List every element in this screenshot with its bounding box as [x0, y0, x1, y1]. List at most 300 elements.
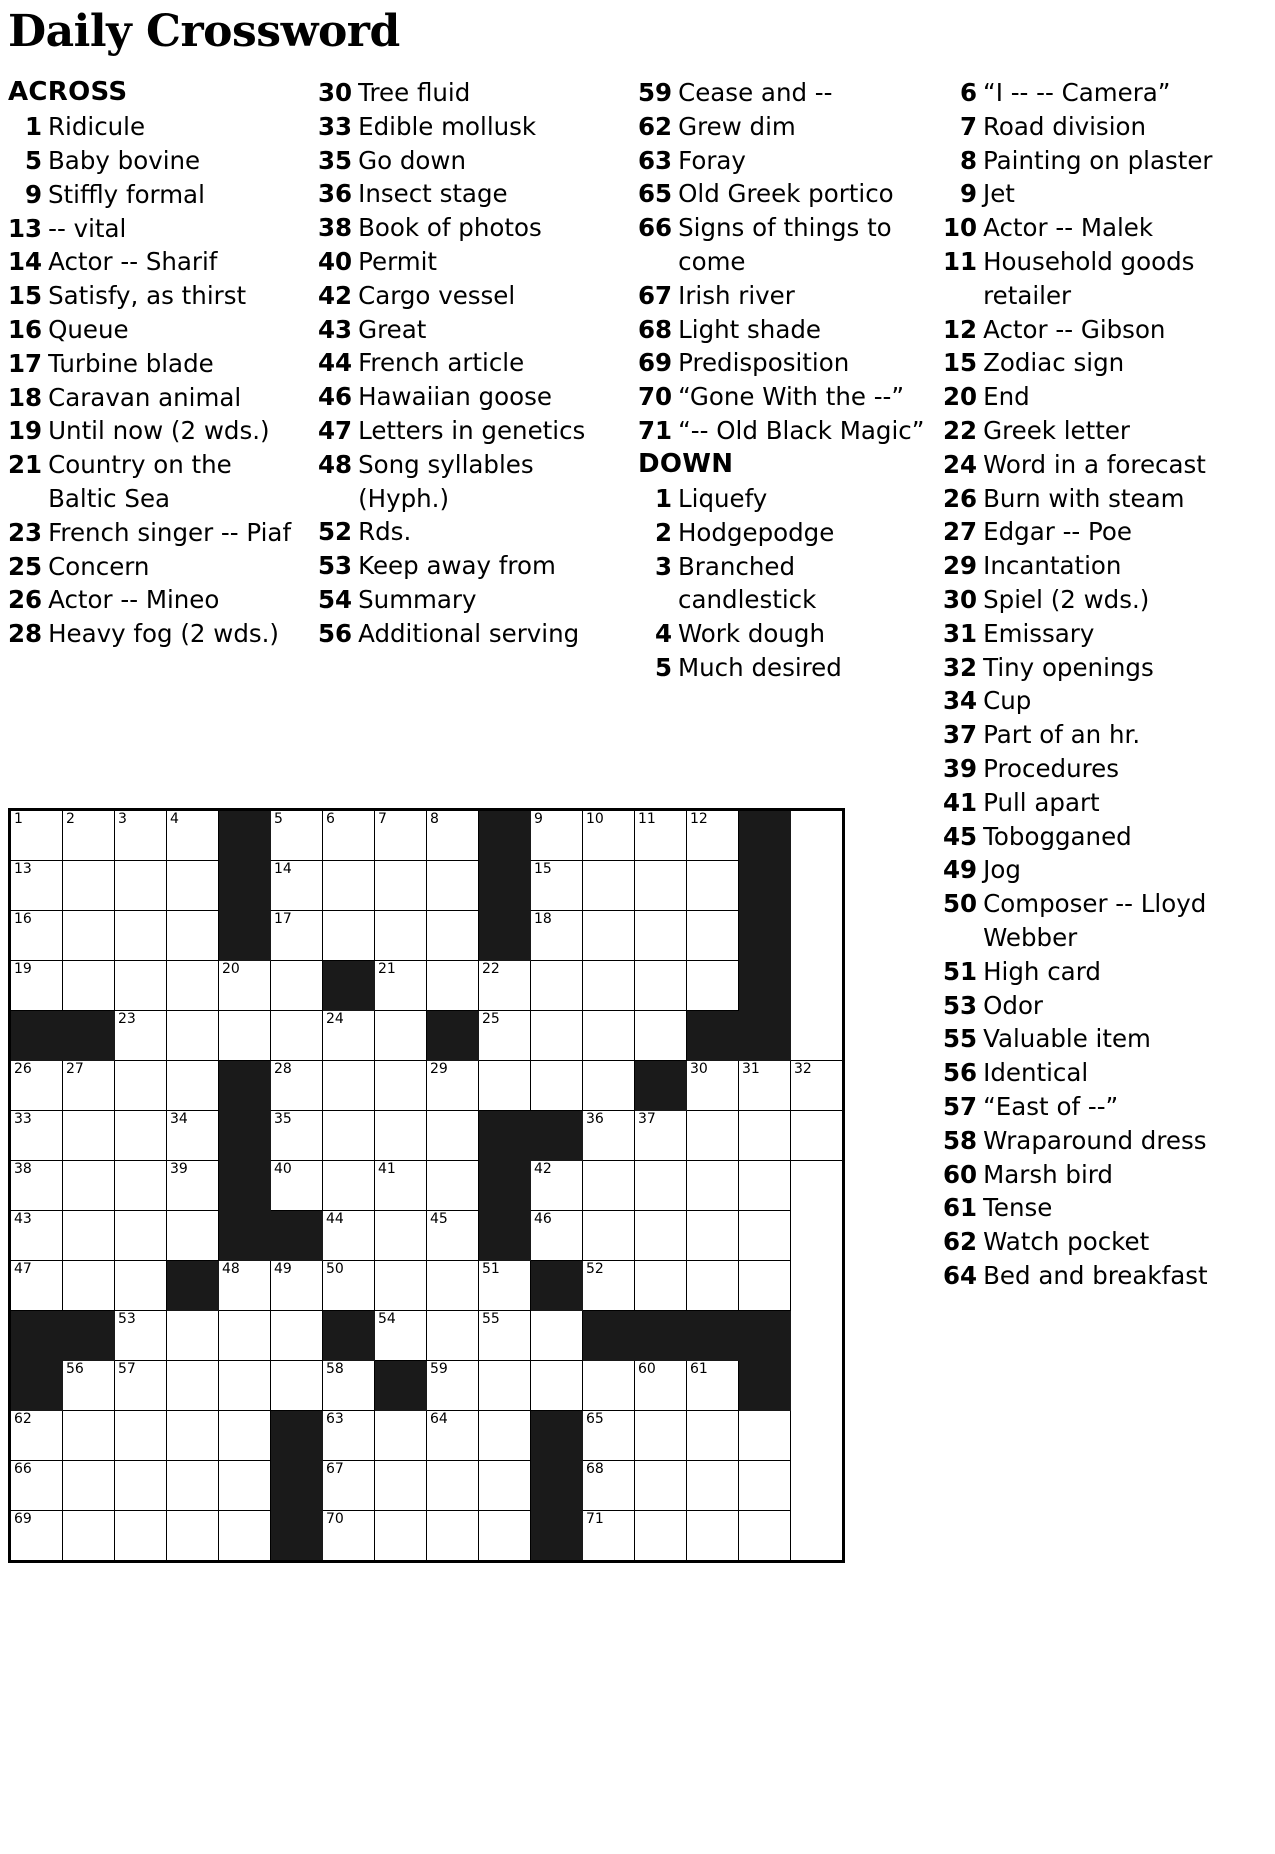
grid-cell[interactable] — [271, 911, 323, 961]
grid-cell[interactable] — [375, 1511, 427, 1562]
clue-item[interactable] — [638, 144, 933, 178]
grid-cell[interactable] — [167, 1411, 219, 1461]
grid-cell[interactable] — [687, 911, 739, 961]
grid-cell[interactable] — [167, 911, 219, 961]
grid-cell[interactable] — [739, 1211, 791, 1261]
grid-row — [10, 1311, 844, 1361]
grid-cell[interactable] — [583, 1011, 635, 1061]
grid-cell[interactable] — [531, 1061, 583, 1111]
grid-cell-number: 60 — [638, 1361, 656, 1377]
grid-cell-block — [219, 1111, 271, 1161]
clue-number: 49 — [943, 855, 978, 885]
grid-cell[interactable] — [323, 1211, 375, 1261]
grid-cell[interactable] — [115, 1111, 167, 1161]
grid-cell[interactable] — [115, 1211, 167, 1261]
grid-cell[interactable] — [167, 961, 219, 1011]
grid-cell[interactable] — [583, 1211, 635, 1261]
grid-cell-block — [219, 1161, 271, 1211]
clue-number: 62 — [638, 111, 673, 141]
clue-item[interactable] — [8, 550, 308, 584]
grid-cell[interactable] — [63, 1211, 115, 1261]
grid-cell[interactable] — [479, 1011, 531, 1061]
grid-cell[interactable] — [10, 1161, 63, 1211]
grid-cell[interactable] — [115, 861, 167, 911]
clue-number: 21 — [8, 450, 43, 480]
grid-cell[interactable] — [10, 1211, 63, 1261]
clue-number: 3 — [654, 551, 672, 581]
clue-item[interactable] — [943, 380, 1253, 414]
grid-cell[interactable] — [10, 810, 63, 861]
clue-item[interactable] — [943, 211, 1253, 245]
grid-cell-block — [167, 1261, 219, 1311]
grid-table[interactable] — [8, 808, 845, 1563]
grid-cell[interactable] — [271, 1311, 323, 1361]
grid-cell[interactable] — [687, 961, 739, 1011]
grid-cell[interactable] — [63, 1161, 115, 1211]
grid-cell[interactable] — [115, 1161, 167, 1211]
clue-item[interactable] — [943, 414, 1253, 448]
clue-item[interactable] — [943, 515, 1253, 549]
grid-cell[interactable] — [427, 1161, 479, 1211]
grid-cell[interactable] — [63, 1061, 115, 1111]
grid-cell[interactable] — [427, 1461, 479, 1511]
clue-item[interactable] — [318, 110, 628, 144]
grid-cell[interactable] — [271, 810, 323, 861]
clue-item[interactable] — [943, 346, 1253, 380]
grid-cell[interactable] — [323, 810, 375, 861]
grid-cell[interactable] — [10, 911, 63, 961]
clue-item[interactable] — [943, 718, 1253, 752]
grid-cell[interactable] — [219, 1261, 271, 1311]
grid-cell[interactable] — [583, 1361, 635, 1411]
clue-item[interactable] — [318, 211, 628, 245]
grid-cell[interactable] — [635, 1461, 687, 1511]
clue-item[interactable] — [943, 1225, 1253, 1259]
clue-item[interactable] — [638, 211, 933, 279]
grid-cell[interactable] — [271, 1261, 323, 1311]
clue-item[interactable] — [943, 1158, 1253, 1192]
grid-cell[interactable] — [687, 1211, 739, 1261]
clue-item[interactable] — [318, 76, 628, 110]
grid-cell[interactable] — [635, 1511, 687, 1562]
clue-item[interactable] — [943, 1090, 1253, 1124]
grid-cell[interactable] — [583, 1161, 635, 1211]
grid-cell[interactable] — [479, 1411, 531, 1461]
grid-cell[interactable] — [115, 1461, 167, 1511]
clue-item[interactable] — [8, 110, 308, 144]
clue-item[interactable] — [318, 346, 628, 380]
grid-cell-number: 1 — [14, 811, 23, 827]
grid-cell[interactable] — [427, 1261, 479, 1311]
grid-cell[interactable] — [583, 1061, 635, 1111]
grid-cell[interactable] — [219, 1411, 271, 1461]
grid-cell[interactable] — [531, 1311, 583, 1361]
clue-number: 32 — [943, 652, 978, 682]
grid-cell-block — [635, 1061, 687, 1111]
clue-item[interactable] — [638, 651, 933, 685]
grid-cell[interactable] — [375, 1311, 427, 1361]
clue-item[interactable] — [318, 380, 628, 414]
clue-item[interactable] — [943, 1259, 1253, 1293]
grid-cell[interactable] — [323, 1111, 375, 1161]
grid-cell[interactable] — [635, 911, 687, 961]
grid-cell[interactable] — [219, 1361, 271, 1411]
grid-cell[interactable] — [427, 1511, 479, 1562]
clue-item[interactable] — [943, 76, 1253, 110]
clue-item[interactable] — [8, 212, 308, 246]
grid-cell[interactable] — [531, 961, 583, 1011]
grid-cell[interactable] — [791, 1061, 844, 1111]
grid-cell[interactable] — [167, 1511, 219, 1562]
grid-cell[interactable] — [687, 810, 739, 861]
clue-item[interactable] — [943, 313, 1253, 347]
grid-cell[interactable] — [219, 961, 271, 1011]
clue-text: Liquefy — [678, 484, 768, 514]
grid-cell[interactable] — [739, 1161, 791, 1211]
grid-cell-block — [63, 1011, 115, 1061]
grid-cell-number: 16 — [14, 911, 32, 927]
grid-cell[interactable] — [167, 1361, 219, 1411]
grid-cell[interactable] — [531, 1161, 583, 1211]
clue-item[interactable] — [638, 313, 933, 347]
grid-cell[interactable] — [63, 1411, 115, 1461]
clue-text: “Gone With the --” — [678, 382, 905, 412]
grid-cell[interactable] — [115, 911, 167, 961]
grid-cell[interactable] — [583, 1511, 635, 1562]
grid-cell[interactable] — [10, 1461, 63, 1511]
grid-cell[interactable] — [63, 1361, 115, 1411]
grid-cell[interactable] — [583, 961, 635, 1011]
grid-cell[interactable] — [635, 1261, 687, 1311]
grid-cell[interactable] — [583, 911, 635, 961]
grid-cell[interactable] — [687, 1261, 739, 1311]
clue-item[interactable] — [638, 482, 933, 516]
clue-item[interactable] — [943, 110, 1253, 144]
grid-cell[interactable] — [63, 1461, 115, 1511]
grid-cell[interactable] — [115, 1011, 167, 1061]
grid-cell[interactable] — [635, 1211, 687, 1261]
clue-item[interactable] — [943, 887, 1253, 955]
clue-item[interactable] — [638, 380, 933, 414]
clue-item[interactable] — [943, 617, 1253, 651]
grid-cell[interactable] — [219, 1311, 271, 1361]
grid-cell[interactable] — [635, 1111, 687, 1161]
grid-cell[interactable] — [10, 1511, 63, 1562]
grid-cell[interactable] — [63, 911, 115, 961]
grid-cell[interactable] — [583, 1461, 635, 1511]
grid-cell[interactable] — [63, 1111, 115, 1161]
grid-cell[interactable] — [115, 1361, 167, 1411]
grid-cell-number: 48 — [222, 1261, 240, 1277]
grid-cell[interactable] — [115, 1511, 167, 1562]
clue-item[interactable] — [943, 955, 1253, 989]
grid-cell[interactable] — [271, 1061, 323, 1111]
grid-cell[interactable] — [479, 1511, 531, 1562]
grid-cell[interactable] — [531, 911, 583, 961]
grid-cell[interactable] — [167, 1311, 219, 1361]
clue-item[interactable] — [943, 482, 1253, 516]
clue-item[interactable] — [943, 752, 1253, 786]
grid-cell[interactable] — [635, 810, 687, 861]
grid-cell[interactable] — [427, 911, 479, 961]
grid-cell[interactable] — [427, 1111, 479, 1161]
grid-cell[interactable] — [687, 1061, 739, 1111]
grid-cell[interactable] — [271, 961, 323, 1011]
clue-item[interactable] — [318, 313, 628, 347]
grid-cell[interactable] — [583, 1411, 635, 1461]
grid-cell[interactable] — [739, 1061, 791, 1111]
grid-cell[interactable] — [375, 1161, 427, 1211]
grid-cell[interactable] — [635, 1411, 687, 1461]
clue-text: High card — [983, 956, 1101, 986]
clue-item[interactable] — [8, 583, 308, 617]
clue-item[interactable] — [943, 989, 1253, 1023]
clue-item[interactable] — [638, 414, 933, 448]
clue-item[interactable] — [8, 516, 308, 550]
grid-cell[interactable] — [63, 810, 115, 861]
grid-cell[interactable] — [63, 861, 115, 911]
grid-cell[interactable] — [271, 1011, 323, 1061]
clue-number: 55 — [943, 1024, 978, 1054]
clue-number: 14 — [8, 247, 43, 277]
grid-cell[interactable] — [739, 1261, 791, 1311]
clue-item[interactable] — [318, 515, 628, 549]
grid-row — [10, 1511, 844, 1562]
grid-cell[interactable] — [323, 1161, 375, 1211]
clue-item[interactable] — [8, 347, 308, 381]
grid-cell[interactable] — [635, 861, 687, 911]
grid-cell[interactable] — [583, 1261, 635, 1311]
clue-item[interactable] — [943, 245, 1253, 313]
grid-cell[interactable] — [531, 1361, 583, 1411]
grid-cell[interactable] — [271, 861, 323, 911]
grid-cell[interactable] — [115, 1061, 167, 1111]
clue-item[interactable] — [318, 448, 628, 516]
clue-item[interactable] — [318, 245, 628, 279]
grid-cell-number: 55 — [482, 1311, 500, 1327]
grid-cell-number: 70 — [326, 1511, 344, 1527]
grid-cell[interactable] — [323, 1261, 375, 1311]
grid-cell[interactable] — [323, 1411, 375, 1461]
clue-item[interactable] — [8, 144, 308, 178]
grid-cell[interactable] — [479, 1361, 531, 1411]
crossword-grid[interactable] — [8, 808, 845, 1563]
clue-item[interactable] — [8, 414, 308, 448]
grid-cell[interactable] — [635, 1011, 687, 1061]
grid-cell[interactable] — [375, 810, 427, 861]
grid-cell[interactable] — [219, 1511, 271, 1562]
clue-item[interactable] — [638, 617, 933, 651]
grid-cell[interactable] — [10, 861, 63, 911]
grid-cell[interactable] — [531, 861, 583, 911]
clue-item[interactable] — [943, 1124, 1253, 1158]
grid-cell[interactable] — [219, 1461, 271, 1511]
grid-cell[interactable] — [271, 1161, 323, 1211]
clue-item[interactable] — [943, 1022, 1253, 1056]
grid-cell[interactable] — [427, 1411, 479, 1461]
clue-item[interactable] — [943, 786, 1253, 820]
grid-cell[interactable] — [375, 1211, 427, 1261]
grid-cell[interactable] — [167, 1461, 219, 1511]
grid-cell[interactable] — [687, 1461, 739, 1511]
clue-item[interactable] — [318, 617, 628, 651]
grid-cell[interactable] — [479, 1261, 531, 1311]
grid-cell[interactable] — [687, 861, 739, 911]
grid-cell[interactable] — [687, 1361, 739, 1411]
grid-cell[interactable] — [427, 861, 479, 911]
grid-cell[interactable] — [271, 1361, 323, 1411]
grid-cell[interactable] — [323, 1061, 375, 1111]
grid-cell[interactable] — [687, 1411, 739, 1461]
grid-cell[interactable] — [63, 1511, 115, 1562]
grid-cell[interactable] — [635, 1361, 687, 1411]
grid-cell[interactable] — [531, 1011, 583, 1061]
clue-item[interactable] — [8, 279, 308, 313]
clue-item[interactable] — [8, 448, 308, 516]
clue-item[interactable] — [943, 684, 1253, 718]
grid-cell[interactable] — [10, 1261, 63, 1311]
grid-cell[interactable] — [739, 1461, 791, 1511]
clue-number: 38 — [318, 213, 353, 243]
grid-cell[interactable] — [323, 1011, 375, 1061]
grid-cell-block — [531, 1461, 583, 1511]
grid-cell[interactable] — [375, 1111, 427, 1161]
clue-item[interactable] — [638, 550, 933, 618]
grid-cell[interactable] — [479, 961, 531, 1011]
grid-cell[interactable] — [427, 961, 479, 1011]
grid-cell[interactable] — [375, 1461, 427, 1511]
clue-text: Light shade — [678, 314, 821, 344]
grid-cell-number: 15 — [534, 861, 552, 877]
clue-item[interactable] — [638, 346, 933, 380]
clue-item[interactable] — [943, 1191, 1253, 1225]
grid-cell[interactable] — [115, 1261, 167, 1311]
clue-item[interactable] — [8, 617, 308, 651]
grid-cell[interactable] — [739, 1411, 791, 1461]
clue-item[interactable] — [943, 144, 1253, 178]
grid-cell[interactable] — [115, 961, 167, 1011]
grid-cell[interactable] — [10, 1061, 63, 1111]
clue-item[interactable] — [943, 820, 1253, 854]
grid-cell[interactable] — [375, 1011, 427, 1061]
clue-number: 70 — [638, 382, 673, 412]
clue-item[interactable] — [318, 177, 628, 211]
grid-cell[interactable] — [167, 1061, 219, 1111]
grid-cell[interactable] — [115, 1311, 167, 1361]
grid-cell[interactable] — [375, 1261, 427, 1311]
grid-cell[interactable] — [479, 1461, 531, 1511]
grid-cell-number: 29 — [430, 1061, 448, 1077]
grid-cell[interactable] — [323, 1461, 375, 1511]
grid-cell[interactable] — [375, 861, 427, 911]
grid-cell[interactable] — [427, 1311, 479, 1361]
clue-item[interactable] — [638, 516, 933, 550]
grid-cell[interactable] — [167, 1211, 219, 1261]
grid-cell-number: 27 — [66, 1061, 84, 1077]
grid-cell[interactable] — [375, 1411, 427, 1461]
grid-cell[interactable] — [375, 911, 427, 961]
grid-cell[interactable] — [791, 1111, 844, 1161]
grid-cell[interactable] — [323, 861, 375, 911]
clue-item[interactable] — [943, 651, 1253, 685]
clue-item[interactable] — [943, 448, 1253, 482]
clue-item[interactable] — [638, 279, 933, 313]
grid-cell[interactable] — [583, 1111, 635, 1161]
grid-cell[interactable] — [10, 1411, 63, 1461]
grid-cell[interactable] — [635, 1161, 687, 1211]
grid-cell[interactable] — [10, 1111, 63, 1161]
grid-cell[interactable] — [167, 1111, 219, 1161]
grid-cell[interactable] — [583, 861, 635, 911]
grid-cell[interactable] — [323, 1361, 375, 1411]
grid-cell[interactable] — [271, 1111, 323, 1161]
grid-cell[interactable] — [63, 961, 115, 1011]
grid-cell[interactable] — [375, 1061, 427, 1111]
grid-cell[interactable] — [531, 810, 583, 861]
grid-cell[interactable] — [687, 1111, 739, 1161]
clue-item[interactable] — [943, 1056, 1253, 1090]
grid-cell[interactable] — [323, 911, 375, 961]
clue-item[interactable] — [943, 583, 1253, 617]
clue-item[interactable] — [8, 245, 308, 279]
grid-cell[interactable] — [115, 810, 167, 861]
grid-cell[interactable] — [739, 1111, 791, 1161]
clue-item[interactable] — [8, 178, 308, 212]
grid-cell[interactable] — [167, 861, 219, 911]
grid-cell[interactable] — [219, 1011, 271, 1061]
clue-item[interactable] — [318, 583, 628, 617]
grid-cell[interactable] — [687, 1161, 739, 1211]
grid-row — [10, 911, 844, 961]
grid-cell[interactable] — [427, 1361, 479, 1411]
clue-item[interactable] — [943, 853, 1253, 887]
grid-cell[interactable] — [115, 1411, 167, 1461]
grid-cell[interactable] — [531, 1211, 583, 1261]
grid-cell[interactable] — [479, 1311, 531, 1361]
clue-item[interactable] — [318, 279, 628, 313]
grid-cell[interactable] — [427, 1211, 479, 1261]
clue-text: Old Greek portico — [678, 179, 894, 209]
grid-cell[interactable] — [427, 1061, 479, 1111]
grid-cell[interactable] — [583, 810, 635, 861]
grid-cell[interactable] — [10, 961, 63, 1011]
clue-item[interactable] — [318, 144, 628, 178]
grid-cell[interactable] — [739, 1511, 791, 1562]
clue-item[interactable] — [318, 549, 628, 583]
clue-item[interactable] — [943, 549, 1253, 583]
grid-cell[interactable] — [323, 1511, 375, 1562]
grid-cell[interactable] — [63, 1261, 115, 1311]
clue-item[interactable] — [638, 76, 933, 110]
clue-item[interactable] — [638, 177, 933, 211]
grid-cell[interactable] — [167, 810, 219, 861]
grid-cell[interactable] — [427, 810, 479, 861]
clue-item[interactable] — [8, 381, 308, 415]
grid-cell[interactable] — [167, 1161, 219, 1211]
clue-item[interactable] — [318, 414, 628, 448]
grid-cell-block — [271, 1461, 323, 1511]
grid-cell[interactable] — [687, 1511, 739, 1562]
grid-cell[interactable] — [167, 1011, 219, 1061]
grid-cell[interactable] — [375, 961, 427, 1011]
clue-item[interactable] — [638, 110, 933, 144]
grid-cell-number: 2 — [66, 811, 75, 827]
grid-cell[interactable] — [479, 1061, 531, 1111]
clue-text: Cup — [983, 686, 1032, 716]
clue-item[interactable] — [8, 313, 308, 347]
clue-item[interactable] — [943, 177, 1253, 211]
grid-cell[interactable] — [635, 961, 687, 1011]
